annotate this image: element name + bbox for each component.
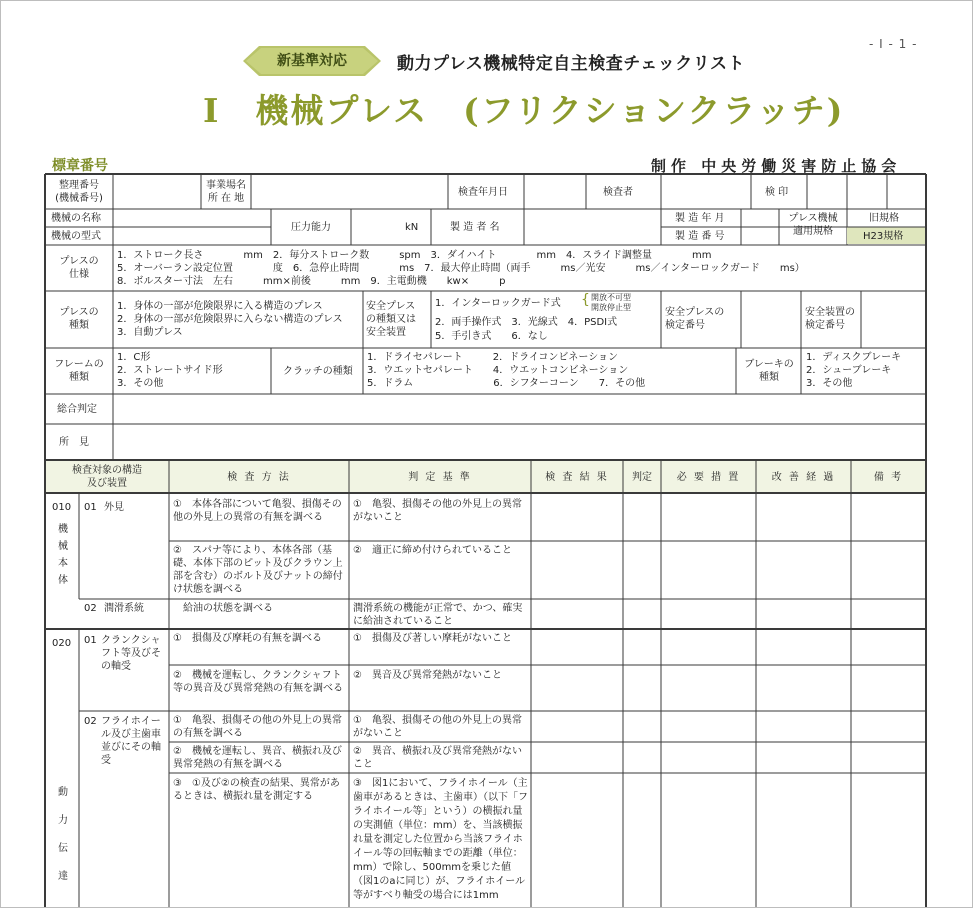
method-row-7: ② 機械を運転し、異音、横振れ及び異常発熱の有無を調べる: [173, 746, 342, 770]
clutch-kind-options: 1．ドライセパレート 2．ドライコンビネーション 3．ウエットセパレート 4．ウエットコンビネーション 5．ドラム 6．シフターコーン 7．その他: [367, 352, 646, 389]
badge-text: 新基準対応: [277, 53, 347, 69]
clutch-kind-label: クラッチの種類: [283, 366, 353, 377]
header-method: 検 査 方 法: [227, 472, 291, 483]
item-name-appearance: 外見: [104, 502, 124, 513]
frame-kind-options: 1．C形 2．ストレートサイド形 3．その他: [117, 352, 223, 389]
seal-label: 検 印: [765, 187, 789, 198]
method-row-6: ① 亀裂、損傷その他の外見上の異常の有無を調べる: [173, 715, 342, 739]
header-target: 検査対象の構造 及び装置: [72, 465, 142, 489]
safety-device-cert-label: 安全装置の 検定番号: [805, 307, 855, 331]
kn-unit: kN: [405, 222, 419, 233]
method-row-3: 給油の状態を調べる: [183, 603, 273, 614]
inspection-date-label: 検査年月日: [458, 187, 508, 198]
safety-option-1: 1．インターロックガード式: [435, 298, 561, 309]
frame-kind-label: フレームの 種類: [54, 359, 104, 383]
criteria-row-2: ② 適正に締め付けられていること: [353, 545, 512, 556]
new-standard-option[interactable]: H23規格: [863, 231, 904, 242]
old-standard-option[interactable]: 旧規格: [869, 213, 899, 224]
header-result: 検 査 結 果: [545, 472, 609, 483]
item-name-lubrication: 潤滑系統: [104, 603, 144, 614]
inspector-label: 検査者: [603, 187, 633, 198]
interlock-guard-types: 開放不可型 開放停止型: [591, 293, 631, 312]
header-notes: 備 考: [873, 472, 904, 483]
safety-press-cert-label: 安全プレスの 検定番号: [665, 307, 725, 331]
item-no: 02: [84, 716, 97, 727]
criteria-row-5: ② 異音及び異常発熱がないこと: [353, 670, 502, 681]
standard-number-label: 標章番号: [52, 158, 108, 174]
item-no: 01: [84, 502, 97, 513]
criteria-row-7: ② 異音、横振れ及び異常発熱がないこと: [353, 746, 522, 770]
organization-name: 制作 中央労働災害防止協会: [651, 157, 902, 175]
capacity-label: 圧力能力: [291, 222, 331, 233]
header-judge: 判定: [632, 472, 652, 483]
spec-line-3: 8．ボルスター寸法 左右 mm×前後 mm 9．主電動機 kw× p: [117, 276, 506, 287]
method-row-8: ③ ①及び②の検査の結果、異常があるときは、横振れ量を測定する: [173, 778, 340, 802]
site-label: 事業場名 所 在 地: [206, 180, 246, 204]
section-name-machine-body: 機 械 本 体: [58, 524, 68, 586]
safety-device-label: 安全プレス の種類又は 安全装置: [366, 301, 416, 338]
document-headline: 動力プレス機械特定自主検査チェックリスト: [397, 54, 745, 74]
machine-model-label: 機械の型式: [51, 231, 101, 242]
spec-line-2: 5．オーバーラン設定位置 度 6．急停止時間 ms 7．最大停止時間（両手 ms／光安 ms／インターロックガード ms）: [117, 263, 805, 274]
press-kind-options: 1．身体の一部が危険限界に入る構造のプレス 2．身体の一部が危険限界に入らない構造のプレス 3．自動プレス: [117, 301, 343, 338]
machine-name-label: 機械の名称: [51, 213, 101, 224]
bracket-icon: {: [581, 292, 590, 308]
method-row-4: ① 損傷及び摩耗の有無を調べる: [173, 633, 322, 644]
serial-number-label: 整理番号 (機械番号): [55, 180, 103, 204]
method-row-1: ① 本体各部について亀裂、損傷その他の外見上の異常の有無を調べる: [173, 499, 342, 523]
item-name-crankshaft: クランクシャフト等及びその軸受: [101, 635, 161, 672]
maker-label: 製 造 者 名: [450, 222, 500, 233]
press-kind-label: プレスの 種類: [59, 307, 99, 331]
manufacture-date-label: 製 造 年 月: [675, 213, 725, 224]
page-number: - I - 1 -: [869, 37, 918, 51]
header-progress: 改 善 経 過: [771, 472, 836, 483]
method-row-5: ② 機械を運転し、クランクシャフト等の異音及び異常発熱の有無を調べる: [173, 670, 343, 694]
opinion-label: 所 見: [59, 437, 89, 448]
criteria-row-4: ① 損傷及び著しい摩耗がないこと: [353, 633, 512, 644]
criteria-row-6: ① 亀裂、損傷その他の外見上の異常がないこと: [353, 715, 522, 739]
spec-line-1: 1．ストローク長さ mm 2．毎分ストローク数 spm 3．ダイハイト mm 4．スライド調整量 mm: [117, 250, 712, 261]
header-criteria: 判 定 基 準: [408, 472, 472, 483]
page-title: I 機械プレス (フリクションクラッチ): [203, 91, 845, 130]
header-action: 必 要 措 置: [676, 472, 741, 483]
safety-option-2: 2．両手操作式 3．光線式 4．PSDI式: [435, 317, 618, 328]
manufacture-number-label: 製 造 番 号: [675, 231, 725, 242]
form-grid: [1, 1, 972, 907]
criteria-row-8: ③ 図1において、フライホイール（主歯車があるときは、主歯車）（以下「フライホイール等」という）の横振れ量の実測値（単位：mm）を、当該横振れ量を測定した位置から当該フライホイール等の回転軸までの距離（単位：mm）で除し、500mmを乗じた値（図1のaに同じ）が、フライホイール等がすべり軸受の場合には1mm: [353, 778, 528, 901]
overall-judgement-label: 総合判定: [57, 404, 97, 415]
safety-option-3: 5．手引き式 6．なし: [435, 331, 548, 342]
section-code-010: 010: [52, 502, 72, 513]
criteria-row-1: ① 亀裂、損傷その他の外見上の異常がないこと: [353, 499, 522, 523]
section-code-020: 020: [52, 638, 72, 649]
item-no: 01: [84, 635, 97, 646]
item-no: 02: [84, 603, 97, 614]
section-name-power-transmission: 動 力 伝 達: [58, 787, 68, 882]
press-spec-label: プレスの 仕様: [59, 256, 99, 280]
brake-kind-options: 1．ディスクブレーキ 2．シューブレーキ 3．その他: [806, 352, 902, 389]
press-standard-label: プレス機械 適用規格: [788, 213, 838, 237]
item-name-flywheel: フライホイール及び主歯車並びにその軸受: [101, 716, 161, 766]
brake-kind-label: ブレーキの 種類: [744, 359, 794, 383]
criteria-row-3: 潤滑系統の機能が正常で、かつ、確実に給油されていること: [353, 603, 523, 627]
method-row-2: ② スパナ等により、本体各部（基礎、本体下部のピット及びクラウン上部を含む）のボルト及びナットの締付け状態を調べる: [173, 545, 343, 595]
